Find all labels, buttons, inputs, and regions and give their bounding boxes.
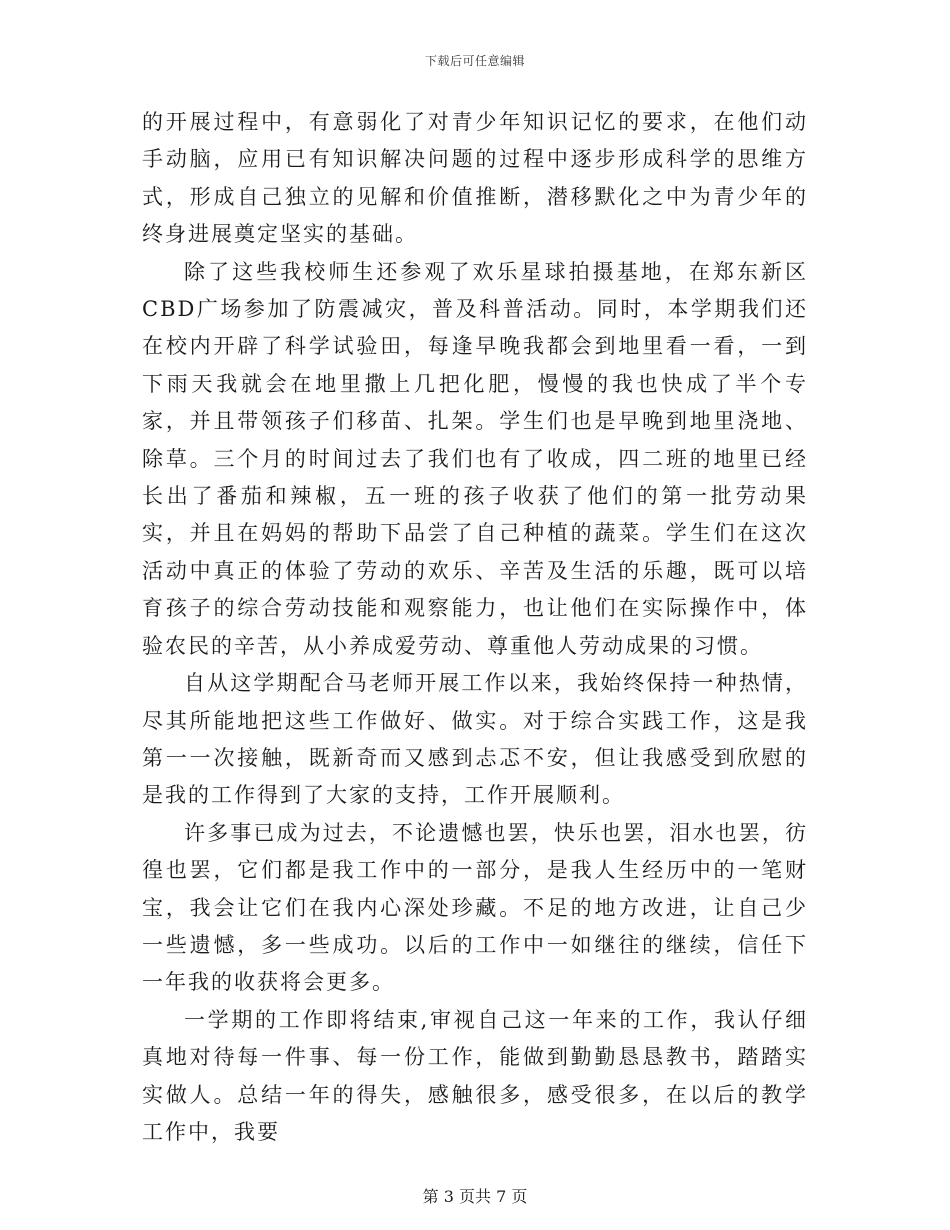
page-header: 下载后可任意编辑	[424, 54, 525, 68]
paragraph-3: 自从这学期配合马老师开展工作以来，我始终保持一种热情，尽其所能地把这些工作做好、做实。对于综合实践工作，这是我第一一次接触，既新奇而又感到忐忑不安，但让我感受到欣慰的是我的工作得到了大家的支持，工作开展顺利。	[142, 671, 808, 808]
paragraph-1: 的开展过程中，有意弱化了对青少年知识记忆的要求，在他们动手动脑，应用已有知识解决问题的过程中逐步形成科学的思维方式，形成自己独立的见解和价值推断，潜移默化之中为青少年的终身进展奠定坚实的基础。	[142, 110, 808, 247]
paragraph-2: 除了这些我校师生还参观了欢乐星球拍摄基地，在郑东新区CBD广场参加了防震减灾，普及科普活动。同时，本学期我们还在校内开辟了科学试验田，每逢早晚我都会到地里看一看，一到下雨天我就会在地里撒上几把化肥，慢慢的我也快成了半个专家，并且带领孩子们移苗、扎架。学生们也是早晚到地里浇地、除草。三个月的时间过去了我们也有了收成，四二班的地里已经长出了番茄和辣椒，五一班的孩子收获了他们的第一批劳动果实，并且在妈妈的帮助下品尝了自己种植的蔬菜。学生们在这次活动中真正的体验了劳动的欢乐、辛苦及生活的乐趣，既可以培育孩子的综合劳动技能和观察能力，也让他们在实际操作中，体验农民的辛苦，从小养成爱劳动、尊重他人劳动成果的习惯。	[142, 259, 808, 658]
paragraph-4: 许多事已成为过去，不论遗憾也罢，快乐也罢，泪水也罢，彷徨也罢，它们都是我工作中的一部分，是我人生经历中的一笔财宝，我会让它们在我内心深处珍藏。不足的地方改进，让自己少一些遗憾，多一些成功。以后的工作中一如继往的继续，信任下一年我的收获将会更多。	[142, 820, 808, 995]
document-body	[142, 104, 808, 1151]
page-footer: 第 3 页共 7 页	[422, 1187, 528, 1206]
paragraph-5: 一学期的工作即将结束,审视自己这一年来的工作，我认仔细真地对待每一件事、每一份工作，能做到勤勤恳恳教书，踏踏实实做人。总结一年的得失，感触很多，感受很多，在以后的教学工作中，我要	[142, 1007, 808, 1144]
